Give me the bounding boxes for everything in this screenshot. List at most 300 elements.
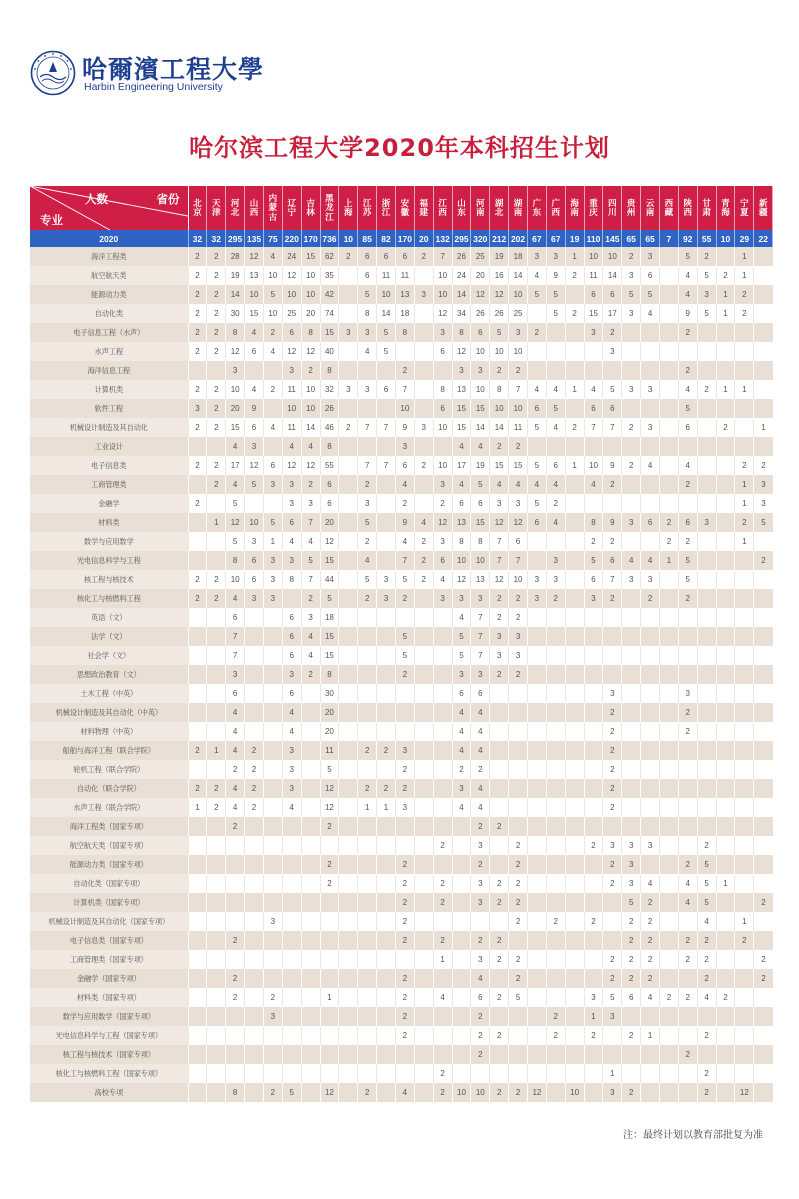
quota-cell <box>735 608 754 627</box>
province-header-cell <box>207 186 226 230</box>
quota-cell <box>659 665 678 684</box>
quota-cell <box>188 912 207 931</box>
quota-cell: 3 <box>527 247 546 266</box>
quota-cell: 6 <box>433 551 452 570</box>
quota-cell: 2 <box>395 969 414 988</box>
quota-cell: 4 <box>678 874 697 893</box>
quota-cell <box>678 646 697 665</box>
quota-cell <box>490 760 509 779</box>
quota-cell: 14 <box>452 285 471 304</box>
quota-cell <box>697 627 716 646</box>
quota-cell: 2 <box>207 380 226 399</box>
quota-cell <box>641 323 660 342</box>
quota-cell <box>414 665 433 684</box>
province-header-cell <box>377 186 396 230</box>
quota-cell <box>735 855 754 874</box>
quota-cell <box>282 893 301 912</box>
quota-cell <box>226 912 245 931</box>
quota-cell <box>339 912 358 931</box>
quota-cell: 12 <box>452 570 471 589</box>
table-row <box>30 247 773 266</box>
quota-cell: 7 <box>603 418 622 437</box>
quota-cell: 10 <box>433 266 452 285</box>
quota-cell: 4 <box>546 513 565 532</box>
quota-cell: 10 <box>471 551 490 570</box>
quota-cell: 7 <box>226 646 245 665</box>
quota-cell: 12 <box>509 513 528 532</box>
quota-cell <box>754 266 773 285</box>
quota-cell: 2 <box>678 361 697 380</box>
quota-cell <box>659 437 678 456</box>
quota-cell <box>414 627 433 646</box>
table-row <box>30 950 773 969</box>
quota-cell <box>263 779 282 798</box>
quota-cell <box>377 703 396 722</box>
quota-cell <box>527 342 546 361</box>
quota-cell <box>414 893 433 912</box>
quota-cell <box>546 969 565 988</box>
quota-cell <box>603 1045 622 1064</box>
quota-cell <box>226 1045 245 1064</box>
quota-cell: 6 <box>433 399 452 418</box>
major-name-cell: 电子信息工程（水声） <box>30 323 188 342</box>
quota-cell: 20 <box>320 513 339 532</box>
quota-cell <box>603 931 622 950</box>
quota-cell <box>339 646 358 665</box>
major-label: 专业 <box>40 215 63 227</box>
quota-cell: 3 <box>641 570 660 589</box>
quota-cell <box>716 931 735 950</box>
quota-cell <box>584 665 603 684</box>
quota-cell: 4 <box>697 912 716 931</box>
province-name: 北京 <box>193 197 202 217</box>
quota-cell <box>716 684 735 703</box>
quota-cell <box>659 855 678 874</box>
quota-cell <box>188 361 207 380</box>
quota-cell: 7 <box>301 513 320 532</box>
quota-cell: 2 <box>226 988 245 1007</box>
quota-cell <box>301 1007 320 1026</box>
quota-cell <box>565 665 584 684</box>
quota-cell: 2 <box>603 722 622 741</box>
quota-cell: 4 <box>245 380 264 399</box>
quota-cell: 2 <box>603 798 622 817</box>
quota-cell: 10 <box>263 304 282 323</box>
quota-cell: 2 <box>603 779 622 798</box>
quota-cell <box>622 760 641 779</box>
quota-cell: 1 <box>207 741 226 760</box>
quota-cell <box>433 703 452 722</box>
quota-cell: 12 <box>490 513 509 532</box>
province-name: 甘肃 <box>702 197 711 217</box>
table-row <box>30 798 773 817</box>
quota-cell <box>716 1026 735 1045</box>
quota-cell <box>565 703 584 722</box>
quota-cell <box>188 627 207 646</box>
quota-cell <box>754 988 773 1007</box>
quota-cell: 3 <box>433 475 452 494</box>
quota-cell: 6 <box>433 342 452 361</box>
quota-cell <box>697 589 716 608</box>
count-label: 人数 <box>85 194 108 206</box>
quota-cell <box>584 893 603 912</box>
quota-cell: 2 <box>641 969 660 988</box>
quota-cell <box>471 1064 490 1083</box>
quota-cell <box>339 836 358 855</box>
quota-cell: 3 <box>641 418 660 437</box>
quota-cell: 2 <box>490 589 509 608</box>
quota-cell: 10 <box>301 285 320 304</box>
quota-cell <box>490 1064 509 1083</box>
quota-cell: 11 <box>377 266 396 285</box>
quota-cell <box>716 1007 735 1026</box>
quota-cell: 25 <box>509 304 528 323</box>
quota-cell <box>207 874 226 893</box>
quota-cell: 3 <box>622 513 641 532</box>
quota-cell <box>320 1026 339 1045</box>
major-name-cell: 光电信息科学与工程（国家专项） <box>30 1026 188 1045</box>
quota-cell <box>622 779 641 798</box>
quota-cell <box>735 760 754 779</box>
province-total-cell: 170 <box>301 230 320 247</box>
quota-cell: 11 <box>509 418 528 437</box>
quota-cell <box>527 1026 546 1045</box>
quota-cell: 2 <box>735 931 754 950</box>
province-total-cell: 135 <box>245 230 264 247</box>
quota-cell <box>245 684 264 703</box>
quota-cell <box>697 551 716 570</box>
quota-cell <box>697 475 716 494</box>
quota-cell <box>641 1045 660 1064</box>
quota-cell <box>358 874 377 893</box>
quota-cell: 2 <box>678 950 697 969</box>
quota-cell <box>358 1007 377 1026</box>
quota-cell: 15 <box>320 627 339 646</box>
quota-cell: 12 <box>301 456 320 475</box>
quota-cell: 2 <box>603 323 622 342</box>
quota-cell <box>716 817 735 836</box>
quota-cell: 2 <box>471 1026 490 1045</box>
province-name: 贵州 <box>626 197 636 217</box>
quota-cell <box>339 988 358 1007</box>
quota-cell: 2 <box>754 950 773 969</box>
quota-cell: 3 <box>395 437 414 456</box>
province-name: 河北 <box>230 197 240 217</box>
quota-cell: 4 <box>641 874 660 893</box>
quota-cell <box>358 817 377 836</box>
quota-cell <box>622 817 641 836</box>
quota-cell <box>716 950 735 969</box>
quota-cell <box>207 1045 226 1064</box>
quota-cell: 3 <box>282 475 301 494</box>
quota-cell: 44 <box>320 570 339 589</box>
quota-cell: 3 <box>471 589 490 608</box>
quota-cell: 3 <box>603 1007 622 1026</box>
quota-cell <box>339 950 358 969</box>
quota-cell: 12 <box>226 513 245 532</box>
quota-cell: 5 <box>678 399 697 418</box>
quota-cell: 4 <box>226 437 245 456</box>
quota-cell <box>584 361 603 380</box>
quota-cell <box>339 741 358 760</box>
province-total-cell: 110 <box>584 230 603 247</box>
major-name-cell: 核工程与核技术（国家专项） <box>30 1045 188 1064</box>
province-name: 山东 <box>457 197 466 217</box>
quota-cell: 12 <box>433 513 452 532</box>
province-name: 陕西 <box>683 197 693 217</box>
quota-cell <box>565 323 584 342</box>
quota-cell <box>207 646 226 665</box>
quota-cell <box>245 817 264 836</box>
quota-cell: 2 <box>622 456 641 475</box>
table-row <box>30 912 773 931</box>
quota-cell: 4 <box>471 703 490 722</box>
quota-cell <box>527 969 546 988</box>
quota-cell <box>377 399 396 418</box>
quota-cell: 4 <box>452 722 471 741</box>
quota-cell: 3 <box>527 570 546 589</box>
quota-cell <box>339 589 358 608</box>
quota-cell <box>659 741 678 760</box>
quota-cell: 10 <box>301 266 320 285</box>
table-row <box>30 1064 773 1083</box>
quota-cell <box>414 646 433 665</box>
quota-cell: 3 <box>509 494 528 513</box>
quota-cell: 2 <box>678 323 697 342</box>
quota-cell: 4 <box>414 513 433 532</box>
quota-cell: 2 <box>433 931 452 950</box>
quota-cell: 3 <box>622 855 641 874</box>
quota-cell: 14 <box>509 266 528 285</box>
quota-cell: 40 <box>320 342 339 361</box>
quota-cell <box>754 722 773 741</box>
quota-cell: 9 <box>546 266 565 285</box>
table-row <box>30 836 773 855</box>
quota-cell <box>565 969 584 988</box>
quota-cell: 2 <box>188 304 207 323</box>
table-row <box>30 1026 773 1045</box>
quota-cell: 4 <box>471 798 490 817</box>
quota-cell: 2 <box>565 304 584 323</box>
quota-cell: 2 <box>754 551 773 570</box>
quota-cell: 7 <box>509 551 528 570</box>
quota-cell <box>207 988 226 1007</box>
quota-cell: 2 <box>603 760 622 779</box>
quota-cell <box>622 437 641 456</box>
quota-cell: 3 <box>282 551 301 570</box>
quota-cell: 10 <box>301 399 320 418</box>
table-row <box>30 684 773 703</box>
table-row <box>30 741 773 760</box>
quota-cell: 2 <box>414 247 433 266</box>
quota-cell: 2 <box>546 1007 565 1026</box>
province-name: 黑龙江 <box>325 192 334 222</box>
quota-cell <box>678 836 697 855</box>
quota-cell <box>433 665 452 684</box>
quota-cell <box>546 874 565 893</box>
quota-cell <box>565 874 584 893</box>
quota-cell: 3 <box>245 589 264 608</box>
quota-cell: 8 <box>226 323 245 342</box>
quota-cell <box>622 703 641 722</box>
quota-cell <box>282 1026 301 1045</box>
quota-cell <box>207 494 226 513</box>
quota-cell: 1 <box>565 456 584 475</box>
province-name: 宁夏 <box>740 197 749 217</box>
quota-cell: 3 <box>452 779 471 798</box>
quota-cell <box>301 950 320 969</box>
quota-cell <box>395 342 414 361</box>
quota-cell <box>754 304 773 323</box>
quota-cell <box>207 722 226 741</box>
quota-cell: 10 <box>377 285 396 304</box>
province-header-cell <box>320 186 339 230</box>
major-name-cell: 工业设计 <box>30 437 188 456</box>
quota-cell: 3 <box>622 836 641 855</box>
quota-cell <box>527 304 546 323</box>
quota-cell: 5 <box>395 570 414 589</box>
quota-cell <box>527 551 546 570</box>
quota-cell: 13 <box>452 513 471 532</box>
quota-cell <box>339 304 358 323</box>
quota-cell <box>509 760 528 779</box>
quota-cell <box>527 798 546 817</box>
quota-cell <box>509 1045 528 1064</box>
quota-cell: 3 <box>282 779 301 798</box>
quota-cell <box>641 1007 660 1026</box>
quota-cell <box>301 741 320 760</box>
major-name-cell: 水声工程 <box>30 342 188 361</box>
quota-cell <box>263 361 282 380</box>
quota-cell <box>584 627 603 646</box>
quota-cell: 2 <box>395 855 414 874</box>
quota-cell <box>433 437 452 456</box>
province-header-cell <box>282 186 301 230</box>
quota-cell <box>735 741 754 760</box>
quota-cell: 7 <box>471 627 490 646</box>
quota-cell <box>659 247 678 266</box>
quota-cell: 3 <box>622 570 641 589</box>
quota-cell: 2 <box>188 285 207 304</box>
quota-cell: 25 <box>282 304 301 323</box>
quota-cell: 6 <box>509 532 528 551</box>
quota-cell: 2 <box>546 1026 565 1045</box>
quota-cell <box>188 931 207 950</box>
quota-cell: 10 <box>282 399 301 418</box>
quota-cell <box>490 912 509 931</box>
quota-cell <box>659 969 678 988</box>
quota-cell <box>377 760 396 779</box>
quota-cell <box>754 779 773 798</box>
quota-cell: 3 <box>226 361 245 380</box>
quota-cell: 4 <box>527 475 546 494</box>
quota-cell: 17 <box>226 456 245 475</box>
quota-cell: 10 <box>433 418 452 437</box>
quota-cell: 6 <box>377 380 396 399</box>
quota-cell <box>697 456 716 475</box>
quota-cell <box>754 874 773 893</box>
quota-cell <box>603 817 622 836</box>
major-name-cell: 自动化（联合学院） <box>30 779 188 798</box>
quota-cell <box>678 437 697 456</box>
quota-cell: 6 <box>395 247 414 266</box>
province-total-cell: 132 <box>433 230 452 247</box>
quota-cell <box>320 912 339 931</box>
quota-cell: 2 <box>433 494 452 513</box>
quota-cell <box>339 342 358 361</box>
quota-cell <box>490 741 509 760</box>
quota-cell <box>245 988 264 1007</box>
major-name-cell: 英语（文） <box>30 608 188 627</box>
quota-cell <box>490 1045 509 1064</box>
quota-cell <box>320 1045 339 1064</box>
quota-cell <box>226 1064 245 1083</box>
quota-cell: 15 <box>471 513 490 532</box>
quota-cell: 2 <box>226 817 245 836</box>
quota-cell: 2 <box>339 247 358 266</box>
quota-cell: 2 <box>622 969 641 988</box>
quota-cell <box>245 1045 264 1064</box>
quota-cell <box>188 646 207 665</box>
quota-cell <box>641 741 660 760</box>
quota-cell: 3 <box>584 323 603 342</box>
quota-cell <box>546 1064 565 1083</box>
quota-cell <box>245 1064 264 1083</box>
quota-cell <box>716 1045 735 1064</box>
quota-cell: 14 <box>226 285 245 304</box>
quota-cell <box>678 779 697 798</box>
quota-cell: 2 <box>546 589 565 608</box>
quota-cell <box>358 950 377 969</box>
quota-cell <box>603 361 622 380</box>
quota-cell <box>245 703 264 722</box>
quota-cell <box>546 361 565 380</box>
quota-cell: 3 <box>339 323 358 342</box>
quota-cell <box>188 893 207 912</box>
quota-cell <box>433 361 452 380</box>
quota-cell: 5 <box>320 760 339 779</box>
quota-cell <box>433 855 452 874</box>
province-header-cell <box>395 186 414 230</box>
quota-cell <box>735 399 754 418</box>
quota-cell <box>282 1007 301 1026</box>
quota-cell <box>546 684 565 703</box>
quota-cell <box>414 437 433 456</box>
quota-cell <box>414 323 433 342</box>
quota-cell <box>301 760 320 779</box>
quota-cell: 2 <box>301 665 320 684</box>
quota-cell <box>320 1007 339 1026</box>
quota-cell <box>546 988 565 1007</box>
quota-cell: 10 <box>245 285 264 304</box>
province-header-cell <box>433 186 452 230</box>
quota-cell <box>245 893 264 912</box>
quota-cell: 7 <box>490 532 509 551</box>
quota-cell <box>735 1045 754 1064</box>
quota-cell <box>339 684 358 703</box>
quota-cell <box>659 475 678 494</box>
quota-cell <box>697 342 716 361</box>
quota-cell <box>207 1064 226 1083</box>
quota-cell: 2 <box>735 304 754 323</box>
quota-cell: 3 <box>603 684 622 703</box>
province-total-cell: 10 <box>716 230 735 247</box>
province-name: 山西 <box>249 197 259 217</box>
quota-cell: 2 <box>207 247 226 266</box>
quota-cell: 10 <box>471 342 490 361</box>
quota-cell <box>527 741 546 760</box>
province-header-cell <box>678 186 697 230</box>
